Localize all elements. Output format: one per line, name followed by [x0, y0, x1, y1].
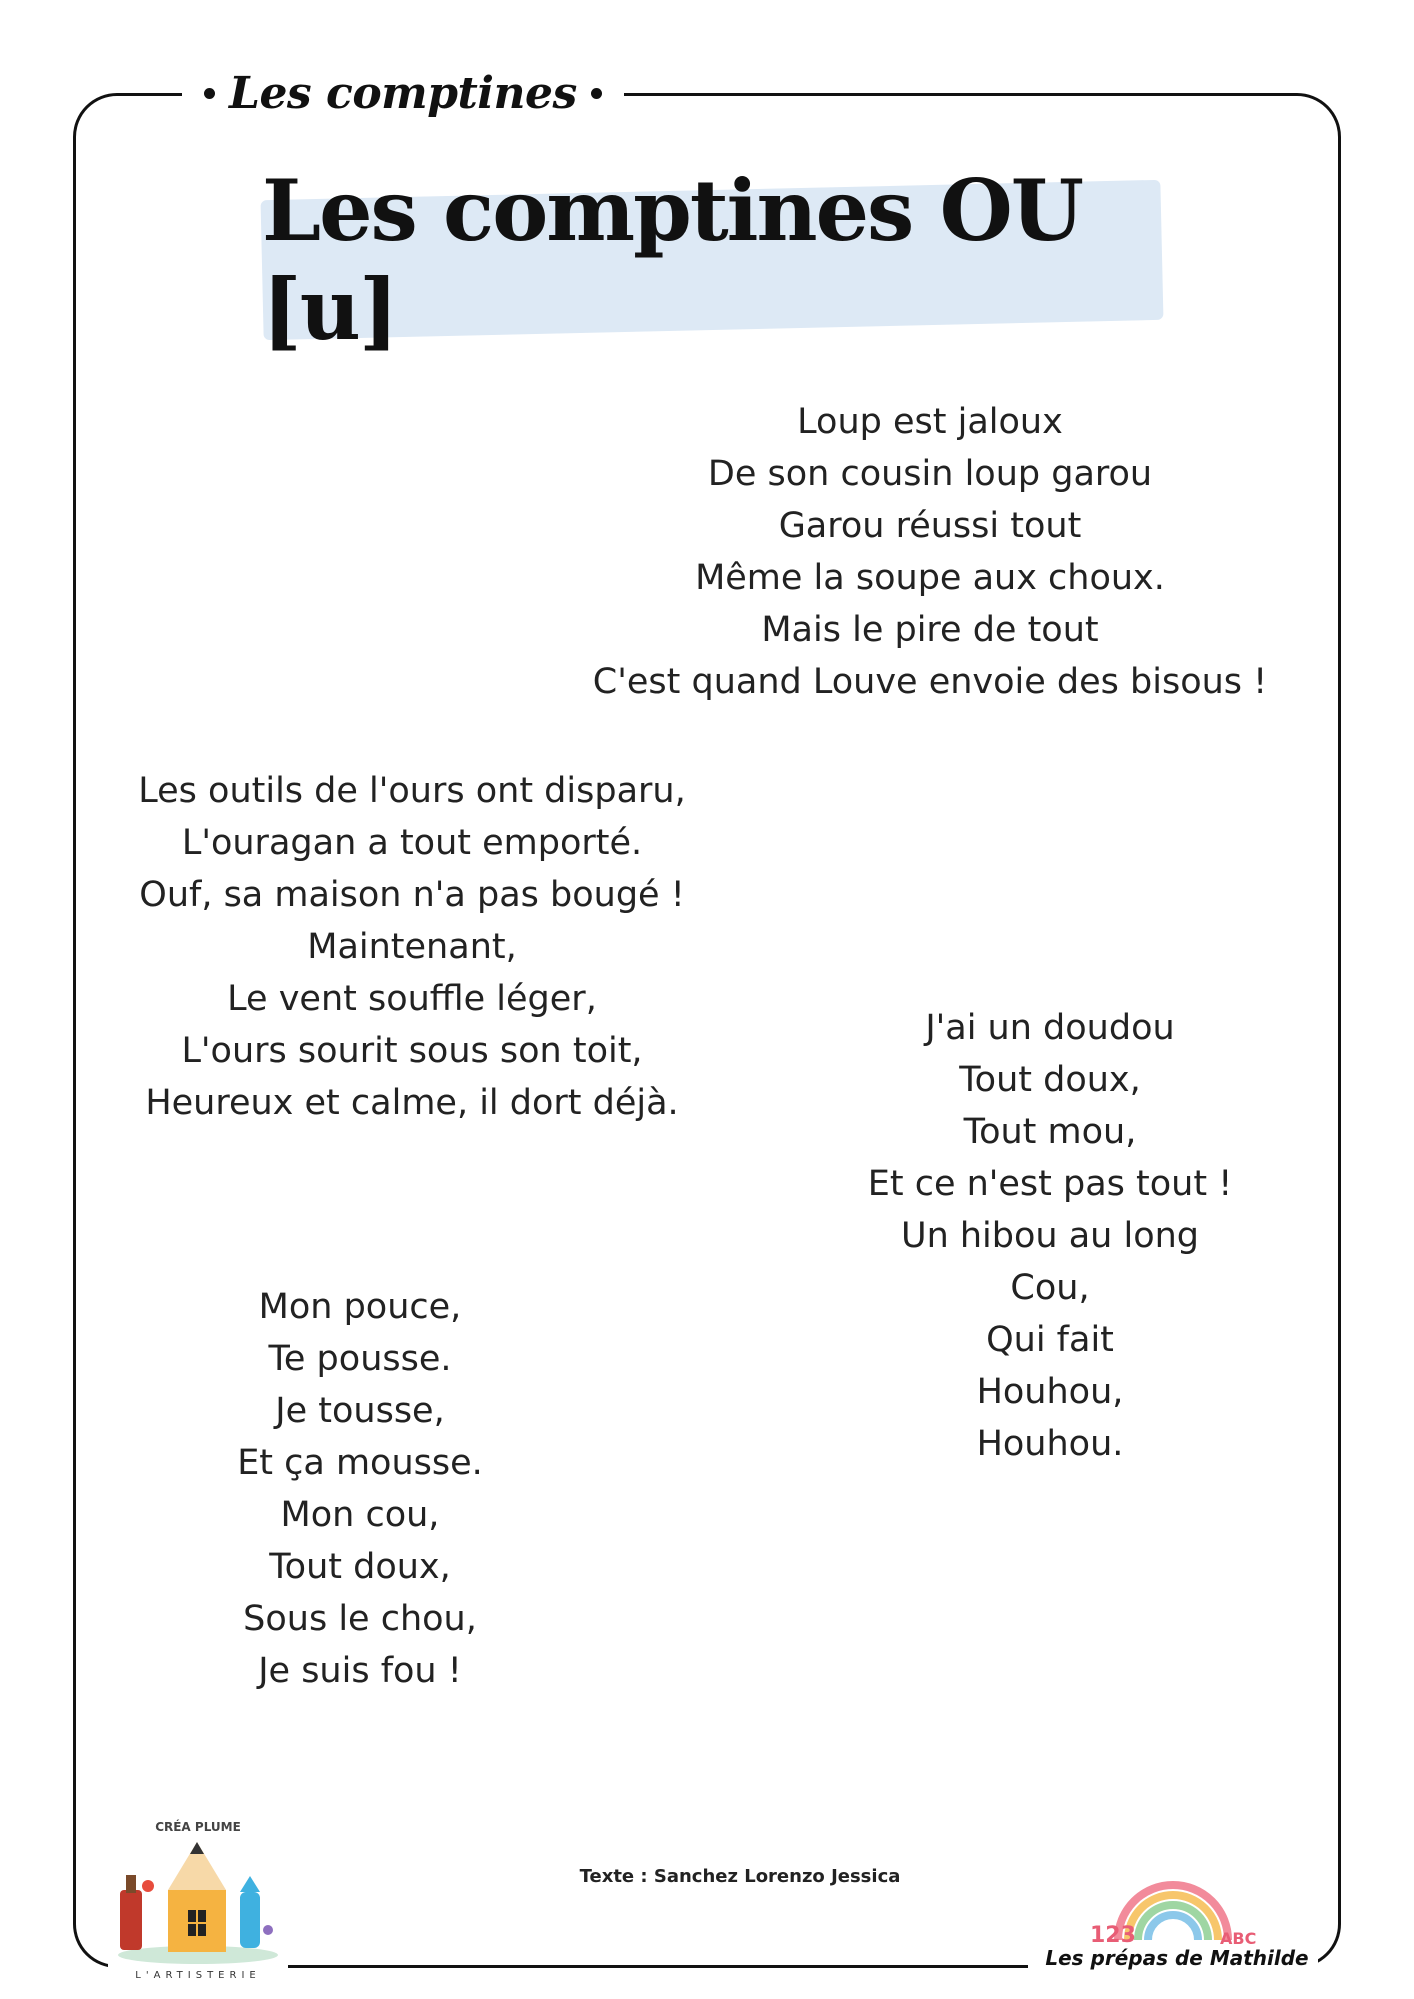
- poem-line: C'est quand Louve envoie des bisous !: [592, 662, 1268, 702]
- poem-line: Houhou,: [976, 1372, 1124, 1412]
- poem-line: De son cousin loup garou: [707, 454, 1153, 494]
- poem-line: Tout mou,: [963, 1112, 1137, 1152]
- poem-line: Un hibou au long: [900, 1216, 1200, 1256]
- author-credit: Texte : Sanchez Lorenzo Jessica: [579, 1866, 901, 1887]
- poem-doudou: [820, 1002, 1280, 1470]
- poem-line: Et ça mousse.: [237, 1443, 483, 1483]
- poem-line: Qui fait: [986, 1320, 1114, 1360]
- logo-brand-text: Les prépas de Mathilde: [1045, 1946, 1309, 1970]
- poem-line: L'ouragan a tout emporté.: [181, 823, 643, 863]
- logo-arch-text: CRÉA PLUME: [155, 1820, 241, 1834]
- poem-line: Sous le chou,: [243, 1599, 477, 1639]
- poem-line: Le vent souffle léger,: [227, 979, 597, 1019]
- page-title: Les comptines OU [u]: [262, 161, 1083, 359]
- poem-line: Cou,: [1010, 1268, 1090, 1308]
- poem-line: Mon pouce,: [258, 1287, 462, 1327]
- poem-line: Ouf, sa maison n'a pas bougé !: [139, 875, 685, 915]
- logo-letters: ABC: [1220, 1929, 1257, 1948]
- logo-brand-text: L'ARTISTERIE: [135, 1970, 261, 1981]
- section-header: [182, 60, 624, 126]
- poem-line: Te pousse.: [268, 1339, 452, 1379]
- bullet-dot-right: [591, 88, 602, 99]
- poem-line: Mais le pire de tout: [761, 610, 1099, 650]
- poem-loup: [580, 396, 1280, 708]
- poem-line: Houhou.: [976, 1424, 1124, 1464]
- poem-line: L'ours sourit sous son toit,: [181, 1031, 643, 1071]
- logo-numbers: 123: [1090, 1923, 1136, 1948]
- poem-pouce: [160, 1281, 560, 1697]
- poem-line: Même la soupe aux choux.: [695, 558, 1165, 598]
- poem-ours: [92, 765, 732, 1129]
- poem-line: Garou réussi tout: [778, 506, 1082, 546]
- poem-line: Tout doux,: [269, 1547, 451, 1587]
- poem-line: Mon cou,: [280, 1495, 440, 1535]
- poem-line: Je tousse,: [275, 1391, 445, 1431]
- poem-line: Et ce n'est pas tout !: [867, 1164, 1233, 1204]
- poem-line: Maintenant,: [307, 927, 517, 967]
- section-header-label: Les comptines: [229, 67, 577, 119]
- bullet-dot-left: [204, 88, 215, 99]
- creaplume-logo: [108, 1820, 288, 1995]
- prepas-mathilde-logo: [1028, 1860, 1318, 1990]
- poem-line: Les outils de l'ours ont disparu,: [138, 771, 686, 811]
- poem-line: J'ai un doudou: [925, 1008, 1175, 1048]
- poem-line: Heureux et calme, il dort déjà.: [145, 1083, 679, 1123]
- poem-line: Je suis fou !: [258, 1651, 462, 1691]
- pencil-house-icon: [108, 1820, 288, 1970]
- rainbow-icon: [1028, 1860, 1318, 1950]
- poem-line: Tout doux,: [959, 1060, 1141, 1100]
- poem-line: Loup est jaloux: [797, 402, 1063, 442]
